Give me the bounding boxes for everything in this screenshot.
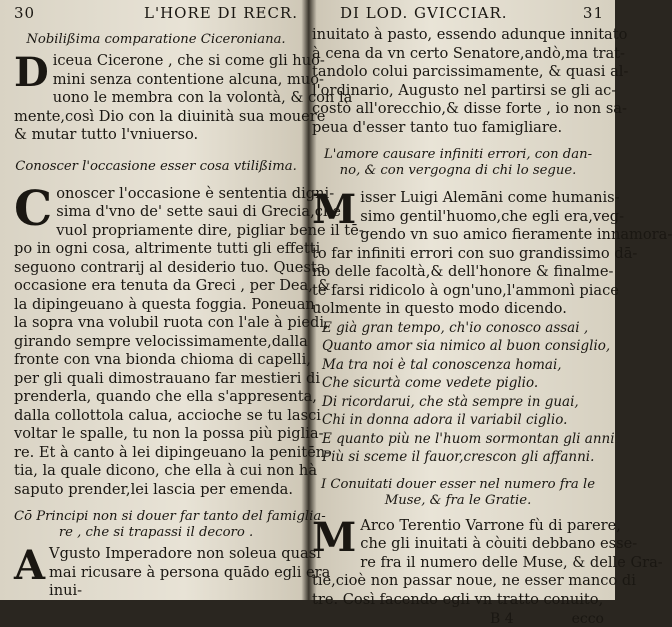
left-paragraph-2-text: onoscer l'occasione è sententia digni- sima d'vno de' sette saui di Grecia,che vuol propriamente dire, pigliar bene il tē- po in ogni cosa, altrimente tutti gli effetti seguono contrarij al desiderio tuo. Questa occasione era tenuta da Greci , per Dea, & la dipingeuano à questa foggia. Poneuan- la sopra vna volubil ruota con l'ale à piedi, girando sempre velocissimamente,dalla fronte con vna bionda chioma di capelli, per gli quali dimostrauano far mestieri di prenderla, quando che ella s'appresenta, dalla collottola calua, accioche se tu lasci voltar le spalle, tu non la possa più piglia- re. Et à canto à lei dipingeuano la penitēn- tia, la quale dicono, che ella à cui non hà saputo prender,lei lascia per emenda. [14,184,364,498]
verse-block: E già gran tempo, ch'io conosco assai , Quanto amor sia nimico al buon consiglio, Ma tra noi è tal conoscenza homai, Che sicurtà come vedete piglio. Di ricordarui, che stà sempre in guai, Chi in donna adora il variabil ciglio. E quanto più ne l'huom sormontan gli anni Più si sceme il fauor,crescon gli affanni. [322,319,615,465]
drop-cap-d: D [14,49,49,96]
drop-cap-m: M [312,186,357,233]
left-paragraph-2 [14,180,364,500]
left-section-title-1: Nobilißima comparatione Ciceroniana. [26,32,286,47]
catchword: ecco [571,611,604,627]
left-paragraph-1-text: iceua Cicerone , che si come gli huo- mini senza contentione alcuna, muo- uono le membra con la volontà, & con la mente,così Dio con la diuinità sua mouere & mutar tutto l'vniuerso. [14,52,353,143]
drop-cap-c: C [14,180,53,237]
left-section-title-3: Cō Principi non si douer far tanto del famiglia- re , che si trapassi il decoro . [14,509,326,540]
signature-mark: B 4 [489,611,514,627]
right-running-title: DI LOD. GVICCIAR. [340,4,508,22]
right-paragraph-2-text: Arco Terentio Varrone fù di parere, che gli inuitati à còuiti debbano esse- re fra il numero delle Muse, & delle Gra- tie,cioè non passar noue, ne esser manco di tre. Così facendo egli vn tratto conuito, [312,516,663,608]
right-paragraph-1 [312,186,672,319]
left-section-title-2: Conoscer l'occasione esser cosa vtilißima. [15,158,297,174]
left-page [14,0,364,600]
right-running-head [312,4,604,26]
right-paragraph-0: inuitato à pasto, essendo adunque innitato à cena da vn certo Senatore,andò,ma trat- tandolo colui parcissimamente, & quasi al- l'ordinario, Augusto nel partirsi se gli ac- costò all'orecchio,& disse forte , io non sa- peua d'esser tanto tuo famigliare. [312,26,629,136]
left-paragraph-1 [14,49,353,145]
right-paragraph-2 [312,513,663,610]
drop-cap-a: A [14,542,46,589]
left-page-number: 30 [14,4,36,22]
left-paragraph-3-text: Vgusto Imperadore non soleua quasi mai ricusare à persona quādo egli era inui- [49,545,331,599]
right-page-number: 31 [582,4,604,22]
right-footer [312,611,604,627]
left-paragraph-3 [14,542,331,601]
left-running-head [14,4,298,26]
right-section-title-1: L'amore causare infiniti errori, con dan- no, & con vergogna di chi lo segue. [323,147,593,178]
left-running-title: L'HORE DI RECR. [144,4,298,22]
right-paragraph-1-text: isser Luigi Alemāni come humanis- simo gentil'huomo,che egli era,veg- gendo vn suo amico fieramente innamora- to far infiniti errori con suo grandissimo dā- no delle facoltà,& dell'honore & finalme- te farsi ridicolo à ogn'uno,l'ammonì piace uolmente in questo modo dicendo. [312,189,672,317]
right-section-title-2: I Conuitati douer esser nel numero fra le Muse, & fra le Gratie. [320,476,596,508]
drop-cap-m2: M [312,513,357,561]
right-page [312,0,672,627]
